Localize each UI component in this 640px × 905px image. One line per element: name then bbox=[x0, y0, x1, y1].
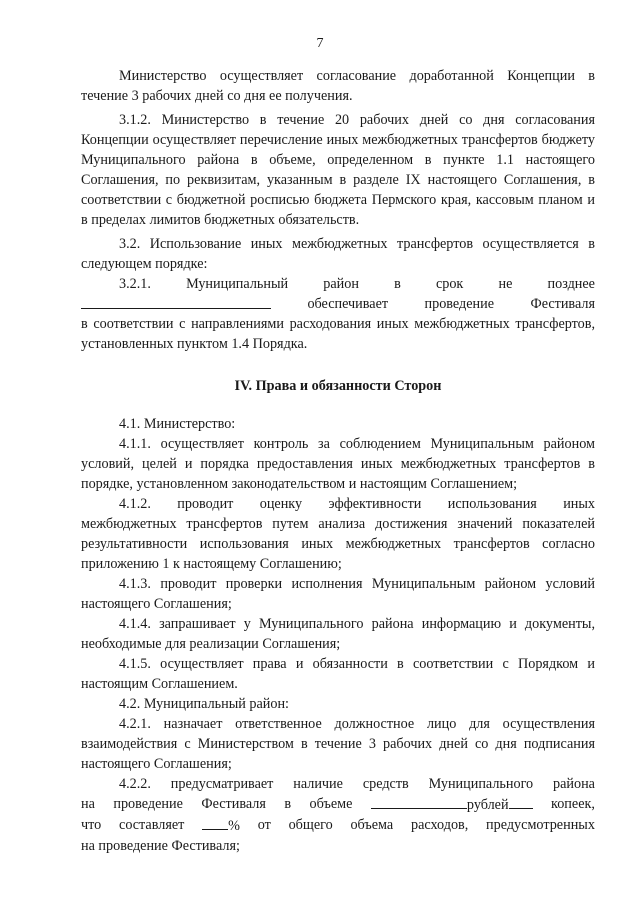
paragraph-3-1-2: 3.1.2. Министерство в течение 20 рабочих дней со дня согласования Концепции осуществляет перечисление иных межбюджетных трансфертов бюджету Муниципального района в объеме, определенном в пункте 1.1 настоящего Соглашения, по реквизитам, указанным в разделе IX настоящего Соглашения, в соответствии с бюджетной росписью бюджета Пермского края, кассовым планом и в пределах лимитов бюджетных обязательств. bbox=[81, 112, 595, 228]
paragraph-4-2: 4.2. Муниципальный район: bbox=[119, 696, 289, 712]
amount-blank-line bbox=[371, 794, 467, 809]
page-number: 7 bbox=[316, 36, 324, 51]
kopecks-blank-line bbox=[509, 794, 533, 809]
percent-blank-line bbox=[202, 815, 228, 830]
section-heading: IV. Права и обязанности Сторон bbox=[234, 378, 442, 394]
paragraph-4-1-2-rest: межбюджетных трансфертов путем анализа достижения значений показателей результативности использования иных межбюджетных трансфертов согласно приложению 1 к настоящему Соглашению; bbox=[81, 516, 595, 572]
paragraph-4-2-1: 4.2.1. назначает ответственное должностное лицо для осуществления взаимодействия с Министерством в течение 3 рабочих дней со дня подписания настоящего Соглашения; bbox=[81, 716, 595, 772]
paragraph-4-2-2-line2: на проведение Фестиваля в объеме рублей копеек, bbox=[81, 796, 595, 813]
paragraph-4-1-3: 4.1.3. проводит проверки исполнения Муниципальным районом условий настоящего Соглашения; bbox=[81, 576, 595, 612]
paragraph-3-2-1-rest: в соответствии с направлениями расходования иных межбюджетных трансфертов, установленных пунктом 1.4 Порядка. bbox=[81, 316, 595, 352]
paragraph-3-2-1-line2: обеспечивает проведение Фестиваля bbox=[81, 294, 595, 314]
paragraph-3-2: 3.2. Использование иных межбюджетных трансфертов осуществляется в следующем порядке: bbox=[81, 236, 595, 272]
paragraph-4-2-2-line1: 4.2.2. предусматривает наличие средств Муниципального района bbox=[119, 776, 595, 792]
paragraph-4-1-4: 4.1.4. запрашивает у Муниципального района информацию и документы, необходимые для реализации Соглашения; bbox=[81, 616, 595, 652]
paragraph-4-2-2-rest: на проведение Фестиваля; bbox=[81, 838, 240, 854]
document-body bbox=[81, 66, 595, 856]
paragraph-concept-approval: Министерство осуществляет согласование доработанной Концепции в течение 3 рабочих дней со дня ее получения. bbox=[81, 68, 595, 104]
paragraph-3-2-1-line1: 3.2.1. Муниципальный район в срок не позднее bbox=[119, 276, 595, 292]
paragraph-4-1-5: 4.1.5. осуществляет права и обязанности в соответствии с Порядком и настоящим Соглашением. bbox=[81, 656, 595, 692]
paragraph-4-1: 4.1. Министерство: bbox=[119, 416, 236, 432]
paragraph-4-1-2-line1: 4.1.2. проводит оценку эффективности использования иных bbox=[119, 496, 595, 512]
date-blank-line bbox=[81, 294, 271, 309]
paragraph-4-1-1: 4.1.1. осуществляет контроль за соблюдением Муниципальным районом условий, целей и порядка предоставления иных межбюджетных трансфертов в порядке, установленном законодательством и настоящим Соглашением; bbox=[81, 436, 595, 492]
paragraph-4-2-2-line3: что составляет % от общего объема расходов, предусмотренных bbox=[81, 817, 595, 834]
